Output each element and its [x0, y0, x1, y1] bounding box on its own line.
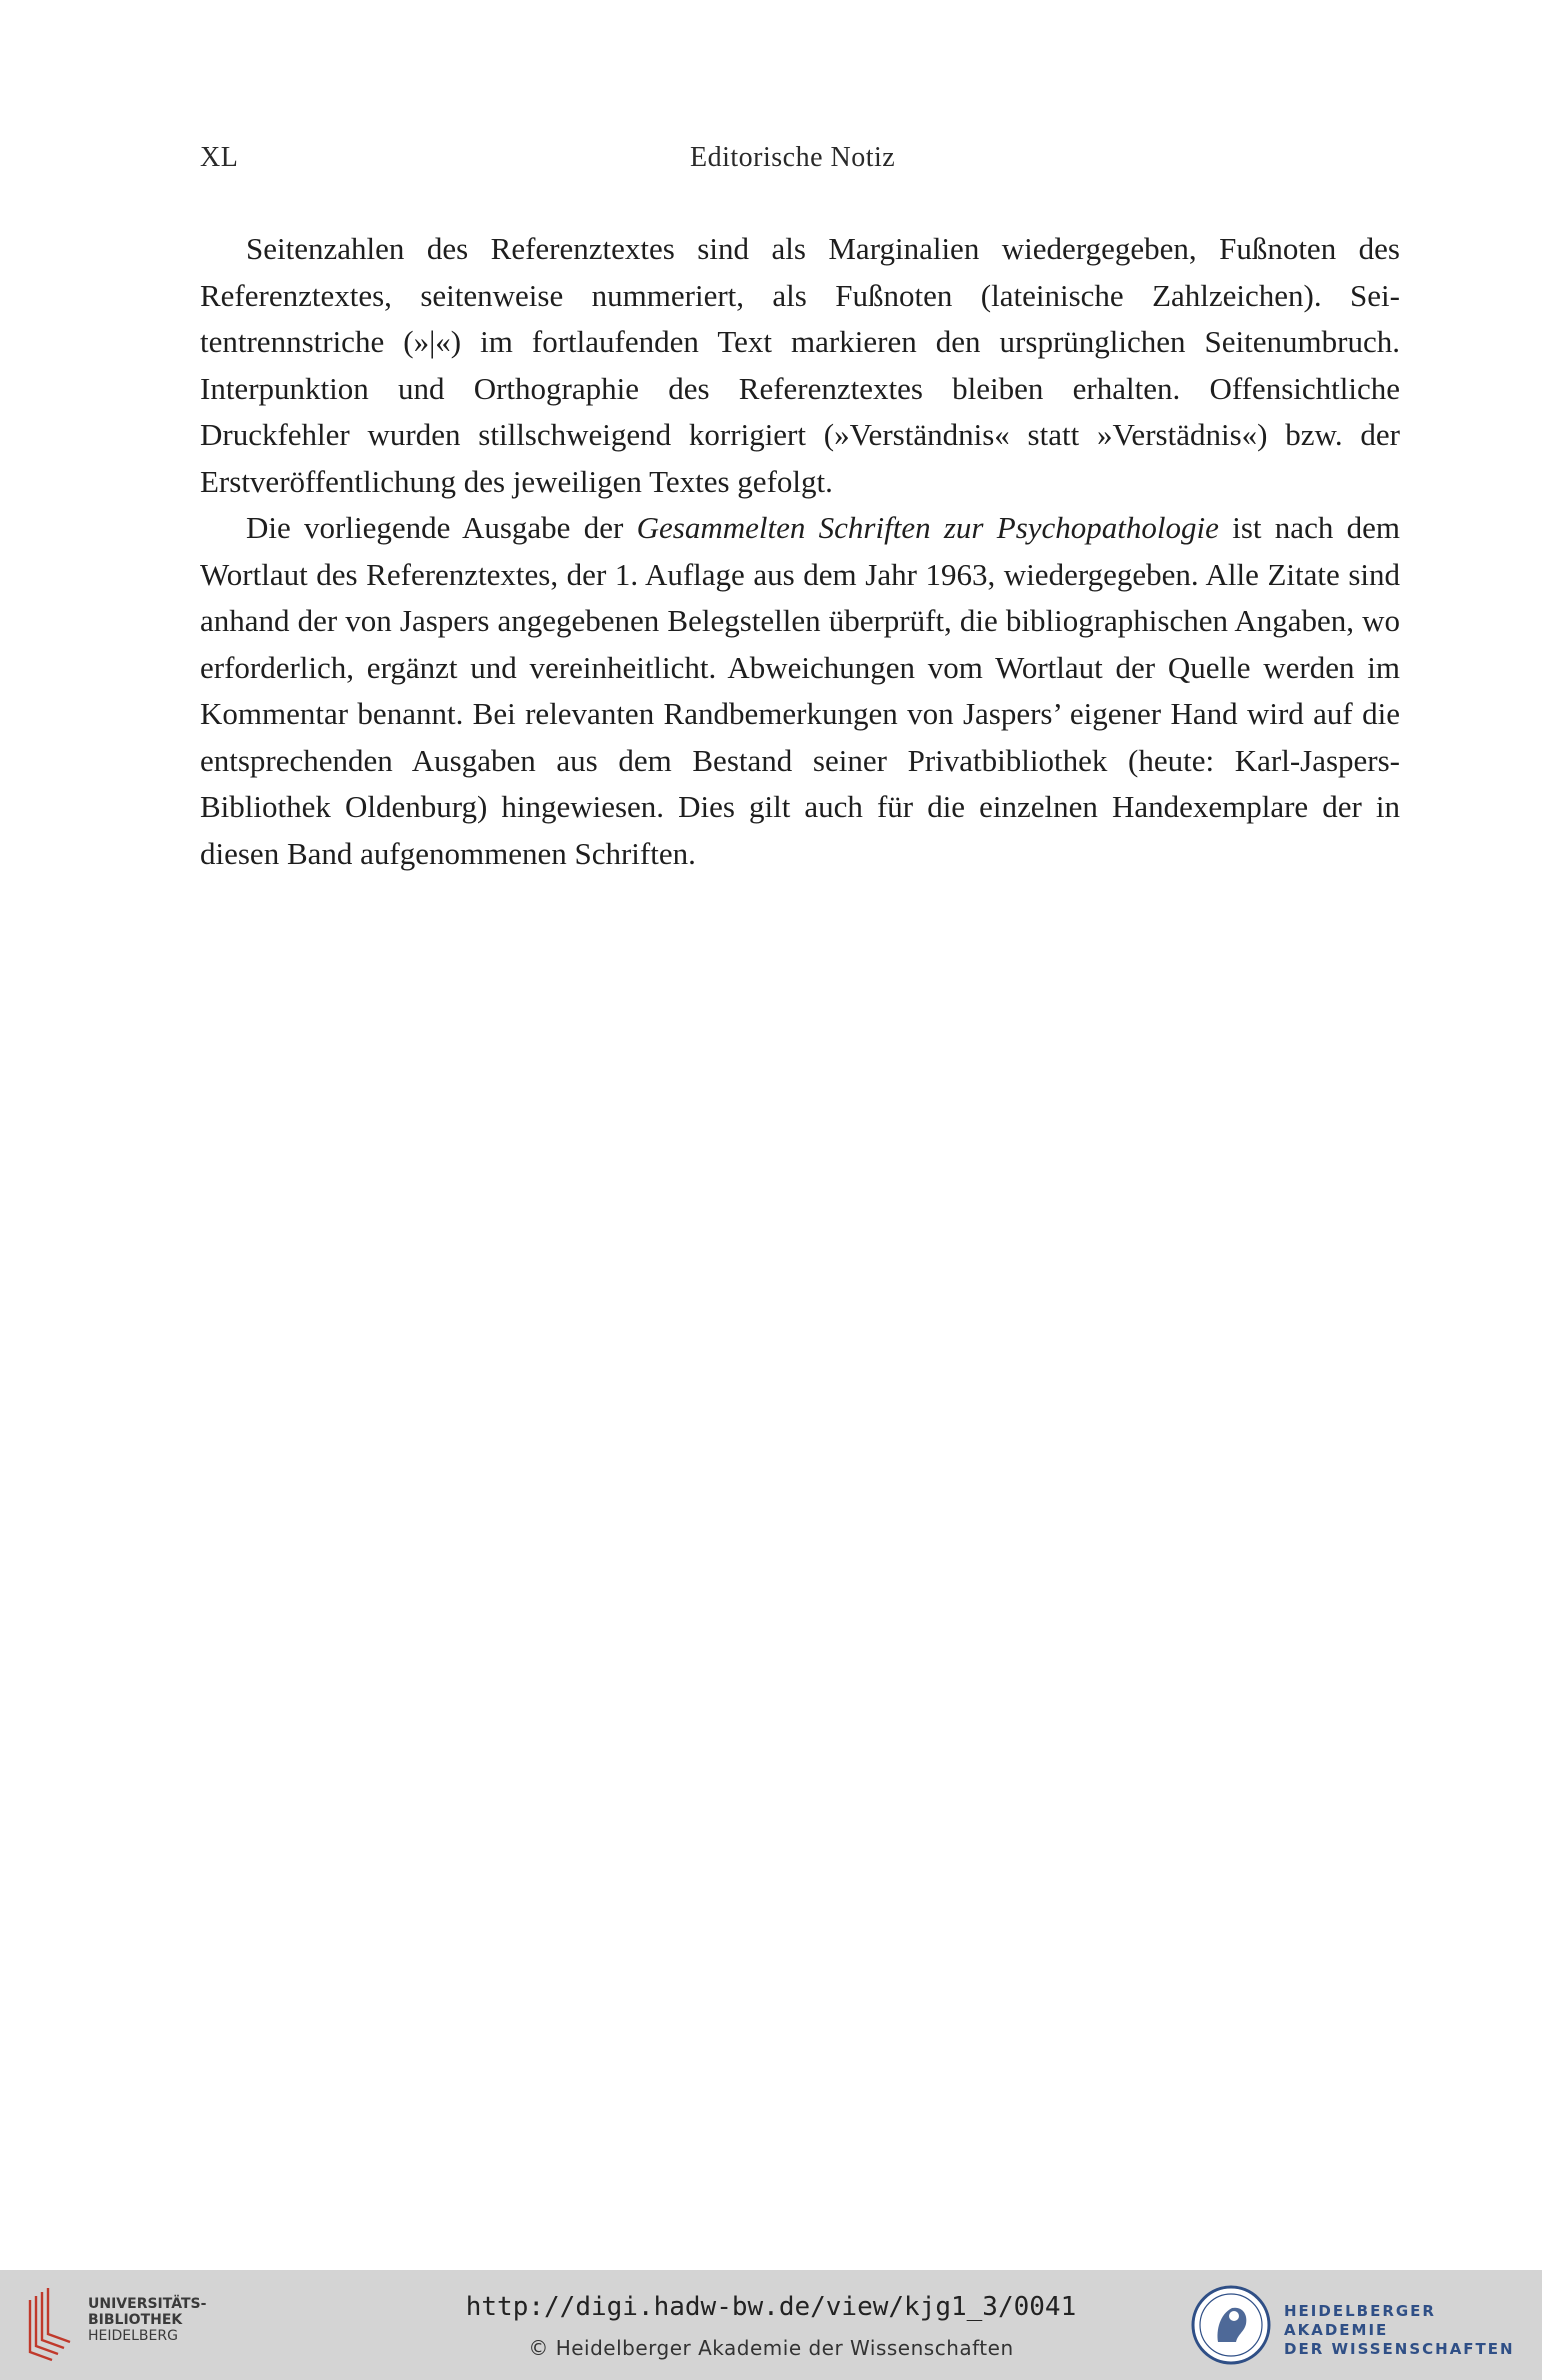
footer-bar	[0, 2270, 1542, 2380]
hadw-line-1: HEIDELBERGER AKADEMIE	[1284, 2302, 1436, 2339]
hadw-logo[interactable]	[1190, 2284, 1272, 2366]
permalink-url[interactable]: http://digi.hadw-bw.de/view/kjg1_3/0041	[465, 2292, 1077, 2322]
hadw-seal-icon	[1190, 2284, 1272, 2366]
body-text	[200, 226, 1400, 877]
copyright-notice: © Heidelberger Akademie der Wissenschaften	[528, 2336, 1014, 2360]
hadw-line-2: DER WISSENSCHAFTEN	[1284, 2340, 1515, 2358]
paragraph-2-after: ist nach dem Wortlaut des Referenztextes, der 1. Auflage aus dem Jahr 1963, wiedergegeben. Alle Zitate sind anhand der von Jaspers angegebenen Belegstellen überprüft, die bibliographischen Angaben, wo erforderlich, ergänzt und vereinheitlicht. Abweichungen vom Wortlaut der Quelle werden im Kommentar benannt. Bei relevanten Randbemerkungen von Jaspers’ eigener Hand wird auf die entsprechenden Ausgaben aus dem Bestand seiner Privatbibliothek (heute: Karl-Jaspers-Bibliothek Oldenburg) hingewiesen. Dies gilt auch für die einzelnen Handexemplare der in diesen Band aufgenommenen Schriften.	[200, 510, 1400, 871]
paragraph-1: Seitenzahlen des Referenztextes sind als Marginalien wiedergegeben, Fußnoten des Referenztextes, seitenweise nummeriert, als Fußnoten (lateinische Zahlzeichen). Seitentrennstriche (»|«) im fortlaufenden Text markieren den ursprünglichen Seitenumbruch. Interpunktion und Orthographie des Referenztextes bleiben erhalten. Offensichtliche Druckfehler wurden stillschweigend korrigiert (»Verständnis« statt »Verstädnis«) bzw. der Erstveröffentlichung des jeweiligen Textes gefolgt.	[200, 231, 1400, 499]
book-title-italic: Gesammelten Schriften zur Psychopathologie	[636, 510, 1219, 545]
running-head	[200, 142, 1400, 182]
ub-line-2: BIBLIOTHEK	[88, 2312, 183, 2328]
hadw-wordmark	[1284, 2302, 1542, 2359]
ub-line-1: UNIVERSITÄTS-	[88, 2296, 207, 2312]
paragraph-2	[200, 505, 1400, 877]
page-number: XL	[200, 142, 239, 173]
running-title: Editorische Notiz	[690, 142, 896, 173]
paragraph-2-before: Die vorliegende Ausgabe der	[246, 510, 637, 545]
ub-line-3: HEIDELBERG	[88, 2328, 178, 2344]
